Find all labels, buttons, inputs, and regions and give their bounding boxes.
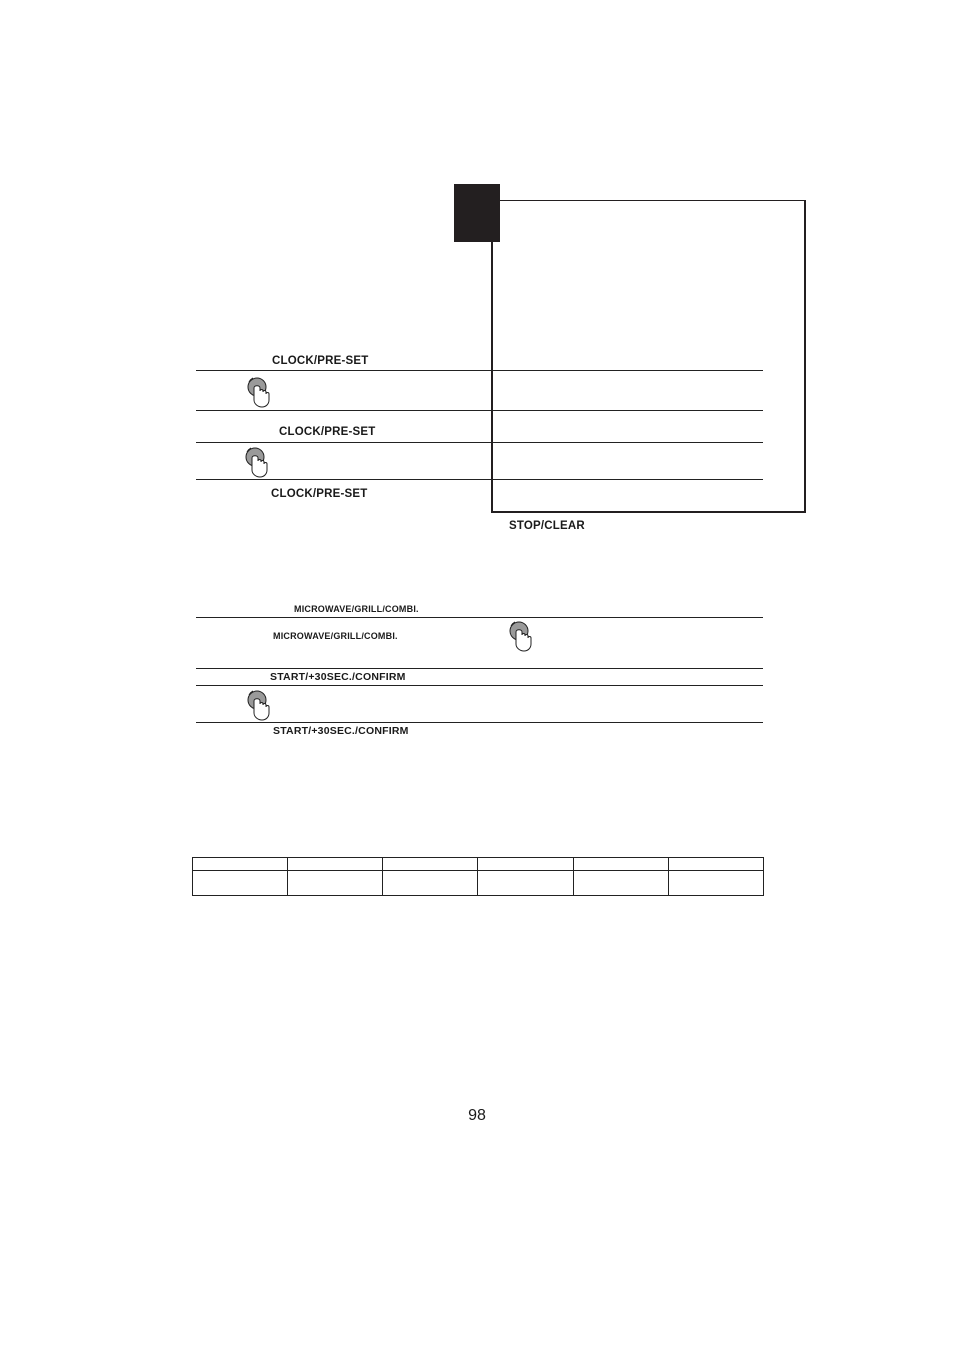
- start-confirm-label-2: START/+30SEC./CONFIRM: [273, 725, 409, 737]
- clock-preset-label-1: CLOCK/PRE-SET: [272, 355, 369, 367]
- divider: [196, 410, 763, 411]
- divider: [196, 668, 763, 669]
- table-cell: [573, 858, 668, 871]
- divider: [196, 685, 763, 686]
- table-cell: [478, 871, 573, 896]
- divider: [196, 370, 763, 371]
- divider: [196, 479, 763, 480]
- table-row: [193, 858, 764, 871]
- info-frame: [491, 200, 806, 513]
- stop-clear-label: STOP/CLEAR: [509, 520, 585, 532]
- table-cell: [573, 871, 668, 896]
- rotary-knob-hand-icon: [243, 446, 269, 478]
- table-cell: [478, 858, 573, 871]
- table-cell: [668, 871, 763, 896]
- microwave-grill-combi-label-2: MICROWAVE/GRILL/COMBI.: [273, 631, 398, 641]
- table-cell: [383, 871, 478, 896]
- start-confirm-label-1: START/+30SEC./CONFIRM: [270, 671, 406, 683]
- table-cell: [193, 858, 288, 871]
- table-cell: [288, 871, 383, 896]
- divider: [196, 722, 763, 723]
- table-cell: [668, 858, 763, 871]
- rotary-knob-hand-icon: [245, 376, 271, 408]
- divider: [196, 617, 763, 618]
- table-cell: [383, 858, 478, 871]
- microwave-grill-combi-label-1: MICROWAVE/GRILL/COMBI.: [294, 604, 419, 614]
- rotary-knob-hand-icon: [507, 620, 533, 652]
- table-cell: [193, 871, 288, 896]
- table-row: [193, 871, 764, 896]
- clock-preset-label-2: CLOCK/PRE-SET: [279, 426, 376, 438]
- divider: [196, 442, 763, 443]
- clock-preset-label-3: CLOCK/PRE-SET: [271, 488, 368, 500]
- rotary-knob-hand-icon: [245, 689, 271, 721]
- table-cell: [288, 858, 383, 871]
- page-number: 98: [468, 1107, 486, 1124]
- power-level-table: [192, 857, 764, 896]
